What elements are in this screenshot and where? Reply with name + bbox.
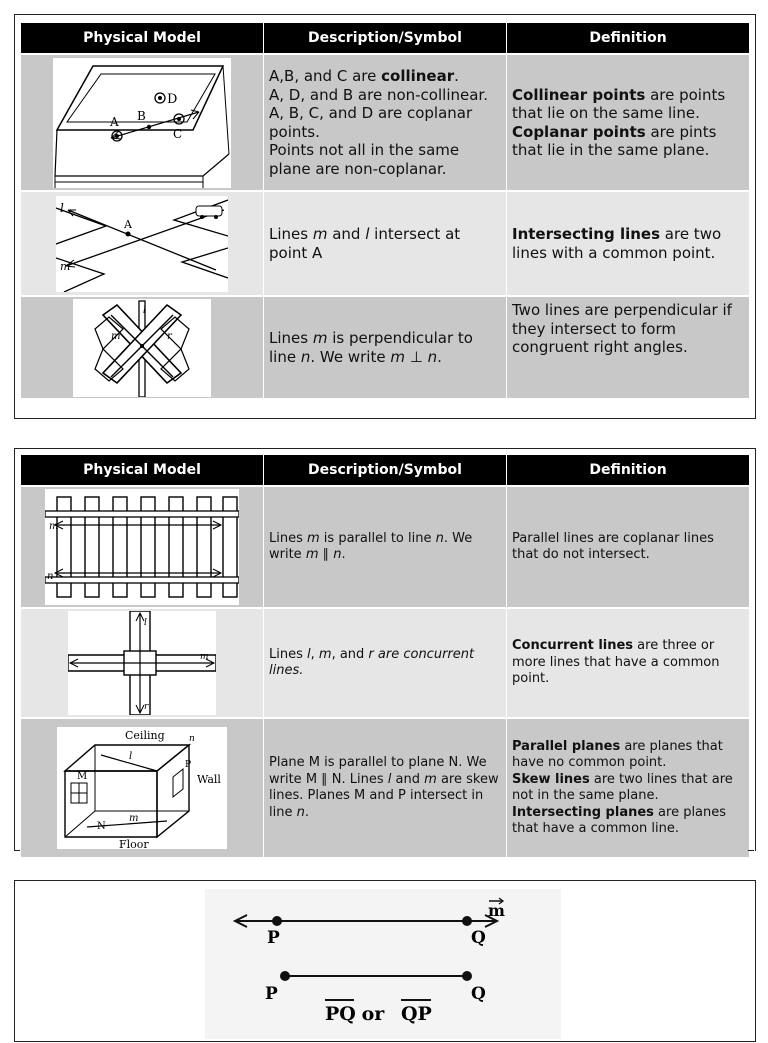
rich-text-run: . We write — [269, 530, 473, 562]
line-label-n: n — [189, 734, 195, 744]
point-label-p: P — [267, 928, 280, 948]
physical-model-cell — [21, 487, 263, 607]
rich-text-run: n — [427, 347, 438, 366]
rich-text-run: Intersecting lines — [512, 225, 661, 243]
physical-model-cell — [21, 297, 263, 398]
rich-text-run: are planes that have no common point. — [512, 738, 723, 770]
rich-text-run: m — [390, 347, 405, 366]
definition-cell — [507, 487, 749, 607]
rich-text-run: are points that lie on the same line. — [512, 85, 726, 122]
line-label-l: l — [129, 751, 133, 762]
rich-text-run: Concurrent lines — [512, 638, 634, 654]
rich-text-run: are planes that have a common line. — [512, 804, 727, 836]
rich-text-run: intersect at point A — [269, 225, 461, 262]
line-label-r: r — [144, 702, 149, 712]
point-label-a: A — [110, 114, 119, 129]
intersecting-lines-image — [56, 196, 228, 292]
line-label-m: m — [49, 521, 59, 532]
rich-text-run: Points not all in the same plane are non-coplanar. — [269, 141, 460, 178]
line-label-l: l — [60, 200, 64, 215]
rich-text — [512, 739, 744, 838]
ceiling-label: Ceiling — [125, 729, 165, 742]
rich-text-run: m — [305, 547, 319, 562]
collinear-points-image — [53, 58, 231, 188]
rich-text-run: is perpendicular to line — [269, 329, 473, 366]
definition-cell — [507, 609, 749, 717]
definition-cell — [507, 719, 749, 857]
description-cell — [264, 192, 506, 295]
description-cell — [264, 487, 506, 607]
rich-text-run: m — [318, 646, 332, 662]
table-row — [21, 487, 749, 607]
header-definition: Definition — [507, 455, 749, 485]
rich-text — [269, 531, 501, 564]
rich-text-run: , — [310, 646, 319, 662]
rich-text-run: and — [391, 771, 425, 787]
rich-text — [512, 531, 744, 564]
segment-notation-qp: QP — [401, 1003, 432, 1025]
rich-text — [512, 301, 744, 357]
rich-text — [269, 647, 501, 680]
header-description: Description/Symbol — [264, 23, 506, 53]
point-label-d: D — [167, 91, 178, 107]
rich-text-run: Parallel planes — [512, 738, 621, 754]
description-cell — [264, 609, 506, 717]
perpendicular-sign-image — [73, 299, 211, 397]
table-row — [21, 55, 749, 190]
line-label-m: m — [60, 259, 71, 273]
rich-text-run: Lines — [269, 530, 307, 546]
point-label-p: P — [265, 984, 278, 1004]
rich-text-run: r are concurrent lines. — [269, 646, 475, 678]
plane-label-n: N — [97, 821, 106, 832]
rich-text-run: , and — [331, 646, 369, 662]
wall-label: Wall — [197, 773, 221, 786]
rich-text-run: are two lines with a common point. — [512, 225, 722, 262]
rich-text-run: . — [454, 67, 459, 85]
rich-text — [512, 638, 744, 688]
rich-text-run: and — [327, 225, 366, 243]
point-label-b: B — [137, 108, 146, 123]
rich-text-run: are skew lines. Planes M and P intersect in line — [269, 771, 499, 820]
segment-notation-pq: PQ — [325, 1003, 356, 1025]
line-label-m: m — [488, 901, 505, 920]
rich-text-run: is parallel to line — [319, 530, 436, 546]
rich-text-run: . — [304, 804, 309, 820]
rich-text-run: . — [341, 547, 346, 562]
rich-text-run: n — [435, 530, 444, 546]
point-label-q: Q — [471, 984, 486, 1004]
definition-cell — [507, 192, 749, 295]
line-segment-figure — [205, 889, 561, 1039]
rich-text-run: are three or more lines that have a common point. — [512, 638, 720, 687]
description-cell — [264, 55, 506, 190]
line-label-m: m — [200, 652, 209, 662]
rich-text-run: Lines — [269, 646, 307, 662]
physical-model-cell — [21, 719, 263, 857]
line-label-l: l — [144, 618, 147, 628]
rich-text-run: Two lines are perpendicular if they intersect to form congruent right angles. — [512, 301, 732, 356]
physical-model-cell — [21, 609, 263, 717]
rich-text-run: m — [312, 329, 328, 347]
geometry-table-1 — [20, 21, 750, 400]
rich-text-run: Skew lines — [512, 771, 590, 787]
line-label-n: n — [47, 571, 54, 582]
floor-label: Floor — [119, 838, 149, 849]
rich-text — [269, 225, 501, 262]
line-segment-figure-frame — [14, 880, 756, 1042]
point-label-q: Q — [471, 928, 486, 948]
segment-notation-or: or — [355, 1003, 391, 1025]
rich-text-run: A, D, and B are non-collinear. — [269, 85, 488, 104]
header-description: Description/Symbol — [264, 455, 506, 485]
table-row — [21, 719, 749, 857]
rich-text-run: A,B, and C are — [269, 67, 382, 85]
rich-text-run: l — [365, 225, 370, 243]
rich-text — [269, 755, 501, 821]
point-label-c: C — [173, 126, 183, 141]
room-box-image — [57, 727, 227, 849]
definition-cell — [507, 297, 749, 398]
rich-text-run: Coplanar points — [512, 122, 646, 141]
rich-text-run: m — [424, 771, 437, 787]
rich-text-run: Plane M is parallel to plane N. We write M ∥ N. Lines — [269, 755, 487, 787]
railroad-tracks-image — [45, 489, 239, 605]
rich-text — [512, 86, 744, 160]
rich-text-run: n — [296, 804, 305, 820]
line-label-m: m — [129, 813, 139, 824]
rich-text-run: m — [307, 530, 320, 546]
rich-text-run: l — [387, 771, 392, 787]
header-physical-model: Physical Model — [21, 455, 263, 485]
rich-text-run: Lines — [269, 225, 313, 243]
definition-cell — [507, 55, 749, 190]
table-2-frame — [14, 448, 756, 851]
rich-text-run: ⊥ — [404, 347, 428, 366]
table-row — [21, 609, 749, 717]
header-definition: Definition — [507, 23, 749, 53]
rich-text-run: n — [333, 547, 342, 562]
line-label-l: l — [143, 305, 146, 316]
crossing-roads-image — [68, 611, 216, 715]
plane-label-p: P — [185, 760, 192, 770]
geometry-table-2 — [20, 453, 750, 859]
plane-label-m: M — [77, 771, 88, 782]
rich-text — [269, 67, 501, 178]
rich-text-run: Parallel lines are coplanar lines that do not intersect. — [512, 530, 714, 562]
rich-text-run: Intersecting planes — [512, 804, 654, 820]
rich-text-run: Lines — [269, 329, 313, 347]
rich-text-run: are pints that lie in the same plane. — [512, 122, 717, 159]
rich-text-run: n — [300, 347, 311, 366]
rich-text-run: collinear — [381, 67, 455, 85]
table-row — [21, 192, 749, 295]
rich-text — [512, 225, 744, 262]
rich-text-run: Collinear points — [512, 85, 646, 104]
frame-corner — [748, 850, 754, 851]
rich-text-run: . — [437, 347, 442, 366]
physical-model-cell — [21, 55, 263, 190]
point-label-a: A — [124, 217, 132, 231]
rich-text-run: l — [307, 646, 311, 662]
description-cell — [264, 297, 506, 398]
rich-text-run: . We write — [310, 347, 391, 366]
rich-text-run: ∥ — [318, 547, 334, 562]
line-label-m: m — [111, 330, 121, 342]
physical-model-cell — [21, 192, 263, 295]
rich-text-run: are two lines that are not in the same plane. — [512, 771, 733, 803]
frame-corner — [14, 850, 20, 851]
line-label-r: r — [167, 330, 172, 342]
table-row — [21, 297, 749, 398]
description-cell — [264, 719, 506, 857]
header-physical-model: Physical Model — [21, 23, 263, 53]
table-1-frame — [14, 14, 756, 419]
rich-text-run: A, B, C, and D are coplanar points. — [269, 104, 473, 141]
rich-text-run: m — [312, 225, 328, 243]
rich-text — [269, 329, 501, 366]
line-and-segment-diagram — [205, 889, 561, 1039]
